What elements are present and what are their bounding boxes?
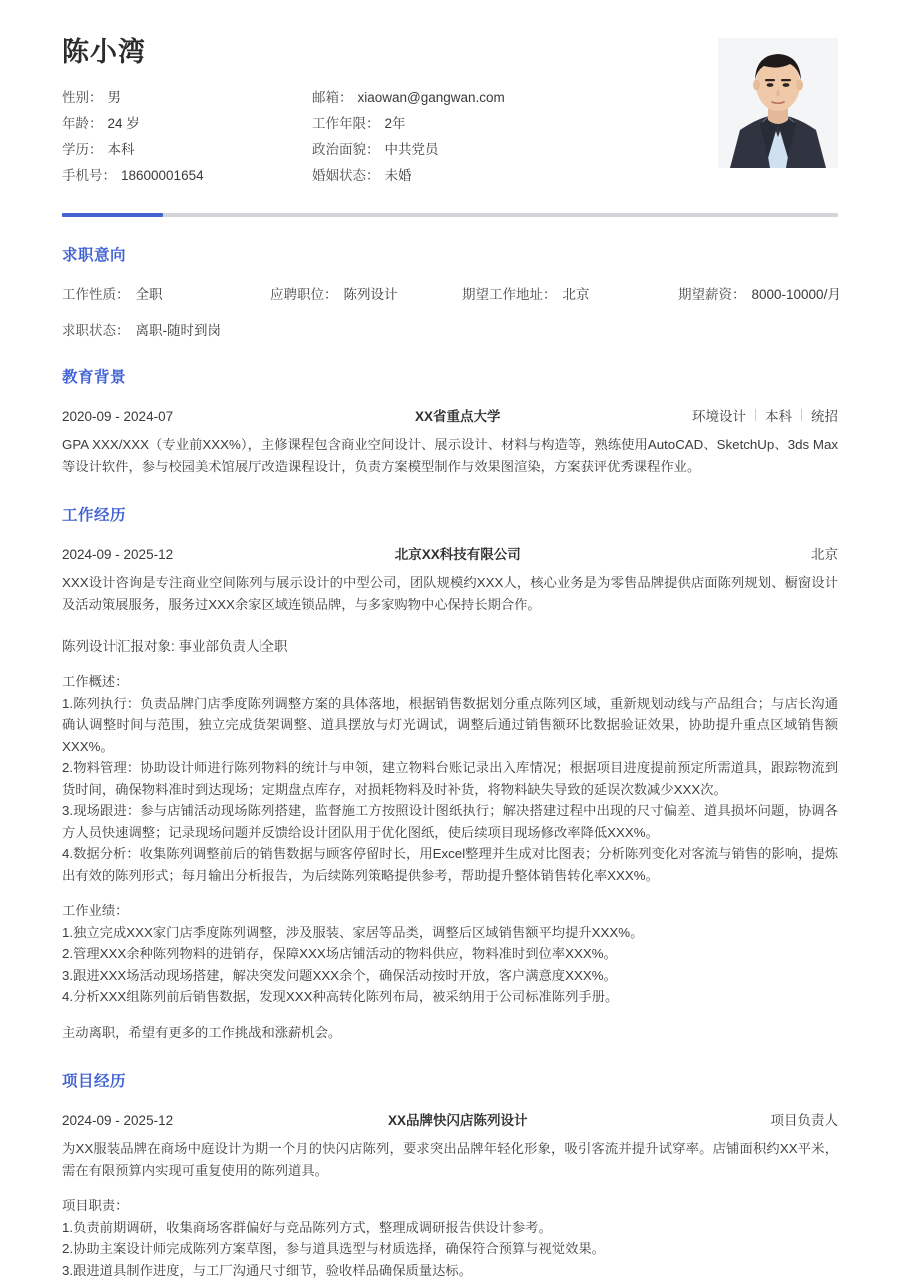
- work-meta-tags: [62, 635, 288, 655]
- intent-label-position: 应聘职位：: [270, 287, 338, 303]
- work-tag-position: 陈列设计: [62, 639, 116, 655]
- work-overview-group: [62, 671, 838, 886]
- project-name: XX品牌快闪店陈列设计: [387, 1113, 528, 1129]
- basic-field-education: [62, 140, 312, 159]
- resume-header: [62, 0, 838, 185]
- basic-label-political-status: 政治面貌：: [312, 142, 380, 158]
- basic-label-education: 学历：: [62, 142, 103, 158]
- work-results-group: [62, 900, 838, 1008]
- header-info: [62, 36, 718, 185]
- basic-label-experience-years: 工作年限：: [312, 116, 380, 132]
- work-leave-reason-group: [62, 1022, 838, 1044]
- intent-value-job-nature: 全职: [135, 287, 163, 303]
- basic-value-education: 本科: [107, 142, 135, 158]
- education-tags: [590, 405, 838, 425]
- work-results-item: 1.独立完成XXX家门店季度陈列调整，涉及服装、家居等品类，调整后区域销售额平均提升XXX%。: [62, 924, 644, 940]
- basic-field-experience-years: [312, 114, 718, 133]
- work-company: 北京XX科技有限公司: [394, 547, 521, 563]
- work-results-title: 工作业绩：: [62, 903, 129, 919]
- intent-field-status: [62, 319, 270, 339]
- intent-field-salary: [678, 283, 841, 303]
- basic-value-political-status: 中共党员: [384, 142, 439, 158]
- work-overview-item: 2.物料管理：协助设计师进行陈列物料的统计与申领，建立物料台账记录出入库情况；根据项目进度提前预定所需道具，跟踪物流到货时间，确保物料准时到达现场；定期盘点库存，对损耗物料及时补货，将物料缺失导致的延误次数减少XXX次。: [62, 760, 838, 797]
- basic-value-phone: 18600001654: [121, 168, 204, 184]
- basic-value-experience-years: 2年: [384, 116, 406, 132]
- project-date: 2024-09 - 2025-12: [62, 1113, 174, 1129]
- project-duty-item: 1.负责前期调研，收集商场客群偏好与竞品陈列方式，整理成调研报告供设计参考。: [62, 1219, 552, 1235]
- section-job-intention: [62, 243, 841, 339]
- intent-label-status: 求职状态：: [62, 323, 130, 339]
- project-role: 项目负责人: [770, 1113, 838, 1129]
- project-duty-title: 项目职责：: [62, 1198, 129, 1214]
- project-description: 为XX服装品牌在商场中庭设计为期一个月的快闪店陈列，要求突出品牌年轻化形象，吸引客流并提升试穿率。店铺面积约XX平米，需在有限预算内实现可重复使用的陈列道具。: [62, 1141, 838, 1178]
- intent-value-status: 离职-随时到岗: [135, 323, 221, 339]
- basic-field-email: [312, 88, 718, 107]
- section-education: [62, 365, 838, 477]
- work-overview-item: 1.陈列执行：负责品牌门店季度陈列调整方案的具体落地，根据销售数据划分重点陈列区域，重新规划动线与产品组合；与店长沟通确认调整时间与范围，独立完成货架调整、道具摆放与灯光调试，调整后通过销售额环比数据验证效果，协助提升重点区域销售额XXX%。: [62, 695, 838, 754]
- basic-label-marital-status: 婚姻状态：: [312, 168, 380, 184]
- education-tag-admission: 统招: [810, 409, 838, 425]
- section-work-experience: [62, 503, 838, 1043]
- section-project-experience: [62, 1069, 838, 1281]
- project-duty-item: 3.跟进道具制作进度，与工厂沟通尺寸细节，验收样品确保质量达标。: [62, 1262, 472, 1278]
- education-tag-major: 环境设计: [691, 409, 746, 425]
- education-date: 2020-09 - 2024-07: [62, 409, 174, 425]
- project-duty-item: 2.协助主案设计师完成陈列方案草图，参与道具选型与材质选择，确保符合预算与视觉效果。: [62, 1241, 605, 1257]
- work-company-intro: XXX设计咨询是专注商业空间陈列与展示设计的中型公司，团队规模约XXX人，核心业务是为零售品牌提供店面陈列规划、橱窗设计及活动策展服务，服务过XXX余家区域连锁品牌，与多家购物中心保持长期合作。: [62, 575, 838, 612]
- basic-field-phone: [62, 166, 312, 185]
- project-entry-head: [62, 1109, 838, 1129]
- work-date: 2024-09 - 2025-12: [62, 547, 174, 563]
- work-results-item: 4.分析XXX组陈列前后销售数据，发现XXX种高转化陈列布局，被采纳用于公司标准陈列手册。: [62, 989, 619, 1005]
- education-tag-degree: 本科: [764, 409, 792, 425]
- work-tag-job-nature: 全职: [260, 639, 288, 655]
- basic-label-gender: 性别：: [62, 90, 103, 106]
- basic-field-marital-status: [312, 166, 718, 185]
- section-title-work-experience: 工作经历: [62, 507, 127, 525]
- intent-label-job-nature: 工作性质：: [62, 287, 130, 303]
- basic-label-phone: 手机号：: [62, 168, 116, 184]
- basic-field-age: [62, 114, 312, 133]
- section-title-education: 教育背景: [62, 369, 127, 387]
- work-overview-item: 3.现场跟进：参与店铺活动现场陈列搭建，监督施工方按照设计图纸执行；解决搭建过程中出现的尺寸偏差、道具损坏问题，协调各方人员快速调整；记录现场问题并反馈给设计团队用于优化图纸，使后续项目现场修改率降低XXX%。: [62, 803, 838, 840]
- intent-field-location: [462, 283, 678, 303]
- project-duty-group: [62, 1195, 838, 1281]
- avatar: [718, 38, 838, 168]
- work-entry-head: [62, 543, 838, 563]
- basic-value-marital-status: 未婚: [384, 168, 412, 184]
- work-overview-item: 4.数据分析：收集陈列调整前后的销售数据与顾客停留时长，用Excel整理并生成对比图表；分析陈列变化对客流与销售的影响，提炼出有效的陈列形式；每月输出分析报告，为后续陈列策略提供参考，帮助提升整体销售转化率XXX%。: [62, 846, 838, 883]
- intent-value-salary: 8000-10000/月: [751, 287, 841, 303]
- work-leave-reason: 主动离职，希望有更多的工作挑战和涨薪机会。: [62, 1024, 342, 1040]
- intent-label-location: 期望工作地址：: [462, 287, 557, 303]
- work-results-item: 2.管理XXX余种陈列物料的进销存，保障XXX场店铺活动的物料供应，物料准时到位率XXX%。: [62, 946, 617, 962]
- intent-value-location: 北京: [562, 287, 590, 303]
- work-results-item: 3.跟进XXX场活动现场搭建，解决突发问题XXX余个，确保活动按时开放，客户满意度XXX%。: [62, 967, 617, 983]
- basic-field-gender: [62, 88, 312, 107]
- basic-value-gender: 男: [107, 90, 121, 106]
- work-location: 北京: [810, 547, 838, 563]
- intent-label-salary: 期望薪资：: [678, 287, 746, 303]
- work-tag-report-to: 汇报对象: 事业部负责人: [117, 639, 260, 655]
- basic-field-political-status: [312, 140, 718, 159]
- candidate-name: 陈小湾: [62, 37, 146, 67]
- work-overview-title: 工作概述：: [62, 674, 129, 690]
- section-title-job-intention: 求职意向: [62, 247, 127, 265]
- intent-field-job-nature: [62, 283, 270, 303]
- basic-info-grid: [62, 88, 718, 185]
- education-description: GPA XXX/XXX（专业前XXX%），主修课程包含商业空间设计、展示设计、材料与构造等，熟练使用AutoCAD、SketchUp、3ds Max等设计软件，参与校园美术馆展厅改造课程设计，负责方案模型制作与效果图渲染，方案获评优秀课程作业。: [62, 437, 838, 474]
- header-divider: [62, 213, 838, 217]
- basic-value-email: xiaowan@gangwan.com: [357, 90, 505, 106]
- intent-value-position: 陈列设计: [343, 287, 398, 303]
- intent-field-position: [270, 283, 462, 303]
- basic-value-age: 24 岁: [107, 116, 140, 132]
- job-intention-row-2: [62, 319, 838, 339]
- basic-label-email: 邮箱：: [312, 90, 353, 106]
- basic-label-age: 年龄：: [62, 116, 103, 132]
- job-intention-row-1: [62, 283, 841, 303]
- education-school: XX省重点大学: [414, 409, 501, 425]
- education-entry-head: [62, 405, 838, 425]
- section-title-project-experience: 项目经历: [62, 1073, 127, 1091]
